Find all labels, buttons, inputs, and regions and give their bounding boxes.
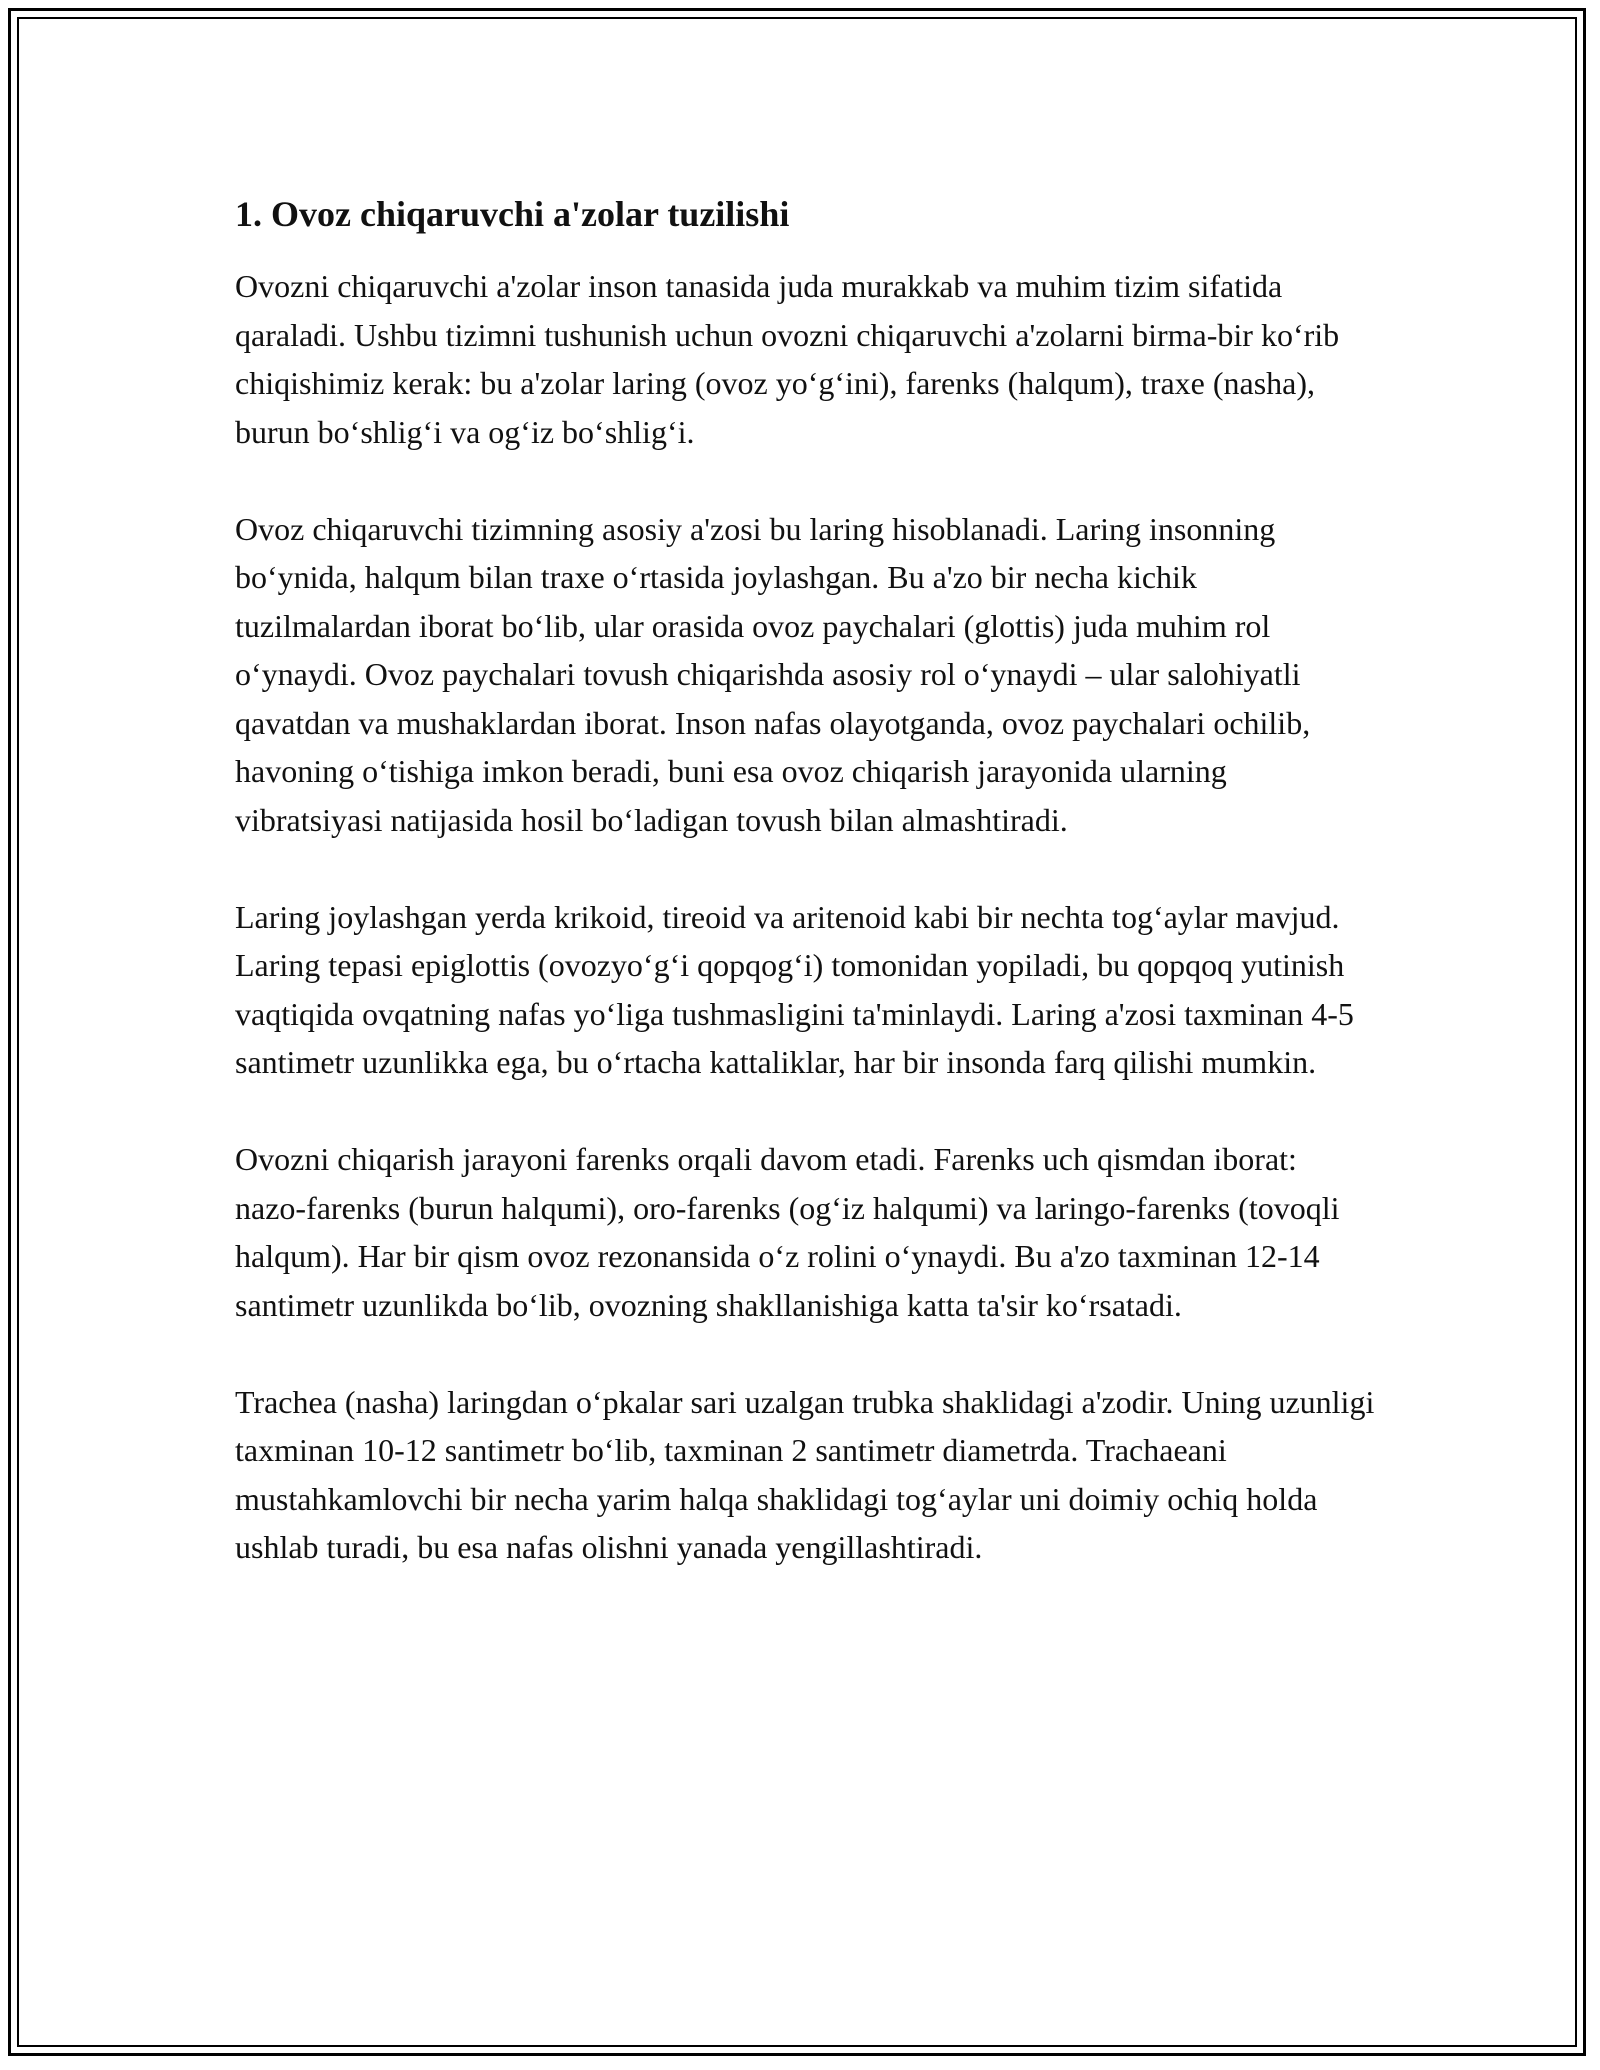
paragraph-trachea: Trachea (nasha) laringdan o‘pkalar sari uzalgan trubka shaklidagi a'zodir. Uning uzunligi taxminan 10-12 santimetr bo‘lib, taxminan 2 santimetr diametrda. Trachaeani mustahkamlovchi bir necha yarim halqa shaklidagi tog‘aylar uni doimiy ochiq holda ushlab turadi, bu esa nafas olishni yanada yengillashtiradi.	[235, 1383, 1375, 1565]
paragraph-intro: Ovozni chiqaruvchi a'zolar inson tanasida juda murakkab va muhim tizim sifatida qaraladi. Ushbu tizimni tushunish uchun ovozni chiqaruvchi a'zolarni birma-bir ko‘rib chiqishimiz kerak: bu a'zolar laring (ovoz yo‘g‘ini), farenks (halqum), traxe (nasha), burun bo‘shlig‘i va og‘iz bo‘shlig‘i.	[235, 268, 1340, 450]
paragraph-pharynx: Ovozni chiqarish jarayoni farenks orqali davom etadi. Farenks uch qismdan iborat: nazo-farenks (burun halqumi), oro-farenks (og‘iz halqumi) va laringo-farenks (tovoqli halqum). Har bir qism ovoz rezonansida o‘z rolini o‘ynaydi. Bu a'zo taxminan 12-14 santimetr uzunlikda bo‘lib, ovozning shakllanishiga katta ta'sir ko‘rsatadi.	[235, 1141, 1340, 1323]
paragraph-cartilages: Laring joylashgan yerda krikoid, tireoid va aritenoid kabi bir nechta tog‘aylar mavjud. Laring tepasi epiglottis (ovozyo‘g‘i qopqog‘i) tomonidan yopiladi, bu qopqoq yutinish vaqtiqida ovqatning nafas yo‘liga tushmasligini ta'minlaydi. Laring a'zosi taxminan 4-5 santimetr uzunlikka ega, bu o‘rtacha kattaliklar, har bir insonda farq qilishi mumkin.	[235, 898, 1354, 1080]
section-heading: 1. Ovoz chiqaruvchi a'zolar tuzilishi	[235, 194, 790, 234]
paragraph-larynx: Ovoz chiqaruvchi tizimning asosiy a'zosi bu laring hisoblanadi. Laring insonning bo‘ynida, halqum bilan traxe o‘rtasida joylashgan. Bu a'zo bir necha kichik tuzilmalardan iborat bo‘lib, ular orasida ovoz paychalari (glottis) juda muhim rol o‘ynaydi. Ovoz paychalari tovush chiqarishda asosiy rol o‘ynaydi – ular salohiyatli qavatdan va mushaklardan iborat. Inson nafas olayotganda, ovoz paychalari ochilib, havoning o‘tishiga imkon beradi, buni esa ovoz chiqarish jarayonida ularning vibratsiyasi natijasida hosil bo‘ladigan tovush bilan almashtiradi.	[235, 510, 1311, 838]
document-body	[235, 190, 1375, 1620]
